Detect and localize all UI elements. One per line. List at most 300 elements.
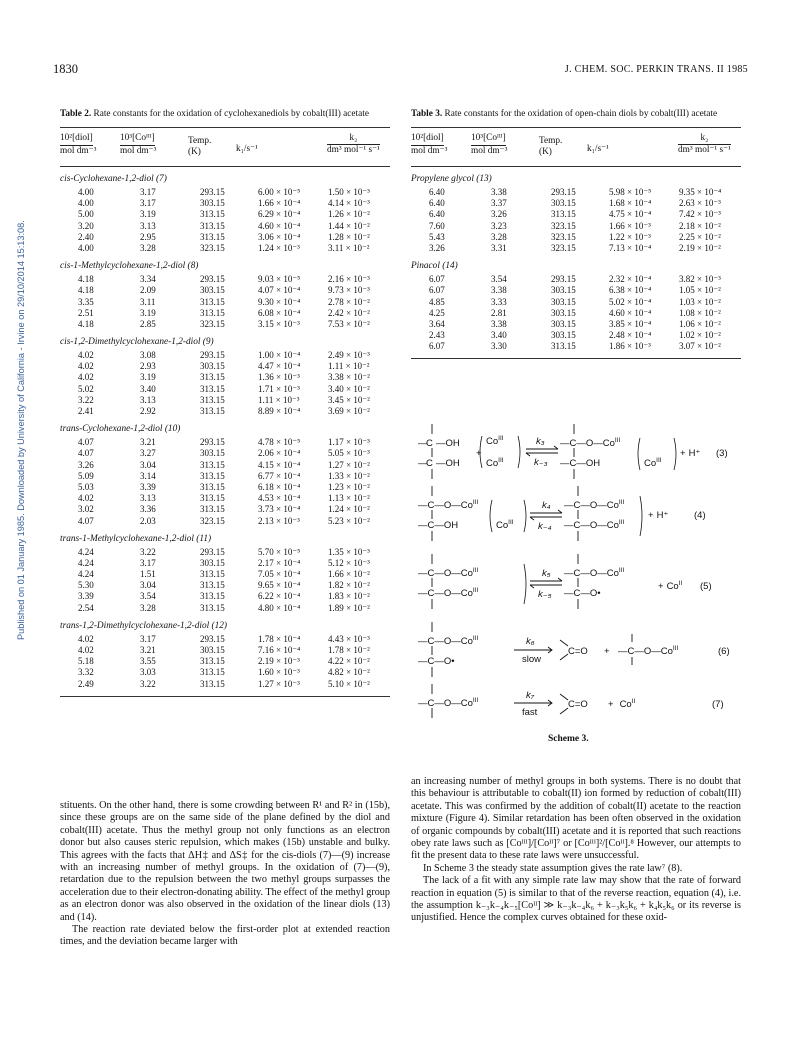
right-column-text [411,776,741,925]
table-cell: 3.85 × 10⁻⁴ [609,318,652,329]
download-stamp-text: Published on 01 January 1985. Downloaded by University of California - Irvine on 29/10/2014 15:13:08. [16,220,26,640]
table-cell: 303.15 [200,448,225,459]
t2-header-top-4: k₂ [327,133,380,145]
table-cell: 293.15 [200,350,225,361]
table-cell: 303.15 [551,198,576,209]
table-cell: 3.28 [491,231,507,242]
t3-header-col-2 [539,133,562,158]
table-cell: 3.82 × 10⁻³ [679,274,721,285]
table-cell: 2.06 × 10⁻⁴ [258,448,301,459]
table-cell: 1.51 [140,569,156,580]
table-cell: 4.82 × 10⁻² [328,667,370,678]
table-cell: 3.11 × 10⁻² [328,242,370,253]
table-row [411,330,741,341]
table-cell: 2.85 [140,318,156,329]
table-cell: 1.50 × 10⁻³ [328,187,370,197]
table-2 [60,109,390,697]
table-cell: 3.31 [491,242,507,253]
table-row [411,232,741,243]
table-cell: 4.53 × 10⁻⁴ [258,493,301,504]
table-cell: 3.19 [140,209,156,220]
eq3-oh-bot: —OH [436,458,460,469]
table-cell: 3.27 [140,448,156,459]
eq4-l-top: $—C—O—Co^{III}$ [418,499,479,511]
eq4-co-l: $Co^{III}$ [496,519,514,531]
table-cell: 1.68 × 10⁻⁴ [609,198,652,209]
table-cell: 3.26 [429,242,445,253]
table-row [60,516,390,527]
equation-7 [418,684,724,718]
t2-section-title: trans-Cyclohexane-1,2-diol (10) [60,424,181,435]
table-cell: 4.02 [78,645,94,655]
t3-header-bottom-1: mol dm⁻³ [471,146,508,156]
table-row [60,448,390,459]
table-cell: 2.19 × 10⁻³ [258,656,300,667]
table-cell: 1.71 × 10⁻³ [258,383,300,394]
table-cell: 9.30 × 10⁻⁴ [258,296,301,307]
table-cell: 1.17 × 10⁻³ [328,437,370,448]
table-cell: 3.38 [491,187,507,197]
table-3-bottom-rule [411,358,741,359]
table-cell: 303.15 [200,645,225,655]
table-cell: 3.14 [140,470,156,481]
table-cell: 1.89 × 10⁻² [328,602,370,613]
table-cell: 2.16 × 10⁻³ [328,274,370,285]
table-cell: 4.60 × 10⁻⁴ [609,307,652,318]
eq3-dash-l2: — [418,458,428,469]
table-cell: 3.32 [78,667,94,678]
table-cell: 4.18 [78,274,94,285]
table-cell: 3.21 [140,645,156,655]
table-cell: 2.09 [140,285,156,296]
table-row [60,667,390,678]
table-cell: 3.39 [78,591,94,602]
t2-header-top-2: Temp. [188,136,212,146]
table-cell: 3.04 [140,459,156,470]
eq3-oh-top: —OH [436,438,460,449]
equation-5 [418,554,712,609]
eq3-r-bot: —C—OH [560,458,601,469]
table-cell: 3.64 [429,318,445,329]
eq6-k-fwd: k₆ [526,636,535,647]
table-cell: 6.29 × 10⁻⁴ [258,209,301,220]
table-cell: 313.15 [200,569,225,580]
table-cell: 3.23 [491,220,507,231]
table-row [60,198,390,209]
table-row [60,471,390,482]
table-cell: 2.49 × 10⁻³ [328,350,370,361]
eq6-number: (6) [718,646,730,657]
table-cell: 313.15 [200,602,225,613]
table-cell: 2.40 [78,231,94,242]
table-cell: 4.22 × 10⁻² [328,656,370,667]
table-cell: 6.07 [429,341,445,352]
table-2-caption [60,109,390,120]
eq6-l-top: $—C—O—Co^{III}$ [418,635,479,647]
table-cell: 313.15 [200,394,225,405]
table-row [60,645,390,656]
eq6-plus: + [604,646,610,657]
table-cell: 2.95 [140,231,156,242]
eq4-r-bot: $—C—O—Co^{III}$ [564,519,625,531]
eq3-k-rev: k₋₃ [534,457,548,468]
table-cell: 3.55 [140,656,156,667]
table-cell: 4.15 × 10⁻⁴ [258,459,301,470]
right-paragraph-3: The lack of a fit with any simple rate law may show that the rate of forward reaction in equation (5) is similar to that of the reverse reaction, equation (4), i.e. the assumption k₋₃k₋₄k₋₅[Coᴵᴵ] ≫ k₋₃k₋₄k₆ + k₋₃k₅k₆ + k₄k₅k₆ or its reverse is unjustified. Hence the complex curves obtained for these oxid- [411,875,741,924]
eq5-r-top: $—C—O—Co^{III}$ [564,567,625,579]
t3-header-bottom-2: (K) [539,147,552,157]
table-cell: 3.08 [140,350,156,361]
table-row [60,232,390,243]
table-cell: 5.43 [429,231,445,242]
table-row [60,437,390,448]
table-cell: 5.23 × 10⁻² [328,515,370,526]
table-cell: 2.41 [78,406,94,416]
table-row [60,482,390,493]
table-cell: 2.17 × 10⁻⁴ [258,557,301,568]
table-row [60,361,390,372]
table-cell: 1.44 × 10⁻² [328,220,370,231]
table-2-bottom-rule [60,696,390,697]
table-cell: 3.21 [140,437,156,448]
table-cell: 1.24 × 10⁻² [328,504,370,515]
eq7-carbonyl: C=O [568,699,588,710]
table-cell: 7.05 × 10⁻⁴ [258,569,301,580]
table-cell: 3.17 [140,633,156,644]
table-cell: 4.24 [78,546,94,557]
table-cell: 4.07 [78,437,94,448]
table-row [411,221,741,232]
table-cell: 2.13 × 10⁻³ [258,515,300,526]
table-cell: 4.07 [78,515,94,526]
table-cell: 3.11 [140,296,156,307]
table-cell: 3.39 [140,481,156,492]
table-cell: 313.15 [200,470,225,481]
table-cell: 2.92 [140,406,156,416]
table-cell: 3.17 [140,557,156,568]
table-cell: 3.17 [140,198,156,209]
table-cell: 3.13 [140,493,156,504]
table-3-header [411,128,741,166]
eq6-product: $—C—O—Co^{III}$ [618,645,679,657]
eq5-l-bot: $—C—O—Co^{III}$ [418,587,479,599]
eq3-k-fwd: k₃ [536,436,545,447]
table-row [411,319,741,330]
table-cell: 1.36 × 10⁻³ [258,372,300,383]
t3-header-top-2: Temp. [539,136,563,146]
table-row [411,187,741,198]
table-cell: 1.02 × 10⁻² [679,330,721,341]
table-cell: 4.47 × 10⁻⁴ [258,361,301,372]
table-row [60,209,390,220]
table-cell: 1.66 × 10⁻⁴ [258,198,301,209]
table-cell: 3.15 × 10⁻³ [258,318,300,329]
t2-header-bottom-0: mol dm⁻³ [60,146,97,156]
t2-section-title: cis-1-Methylcyclohexane-1,2-diol (8) [60,261,199,272]
eq5-k-fwd: k₅ [542,568,551,579]
t3-header-col-3 [587,133,609,155]
left-column-text [60,800,390,949]
table-cell: 2.48 × 10⁻⁴ [609,330,652,341]
table-row [411,198,741,209]
table-cell: 3.22 [78,394,94,405]
table-cell: 3.06 × 10⁻⁴ [258,231,301,242]
left-paragraph-1: stituents. On the other hand, there is some crowding between R¹ and R² in (15b), since these groups are on the same side of the plane defined by the diol and cobalt(III) acetate. Thus the methyl group not only functions as an electron donor but also causes steric repulsion, which makes (15b) unstable and bulky. This agrees with the facts that ΔH‡ and ΔS‡ for the cis-diols (7)—(9) increase with an increasing number of methyl groups. In the oxidation of (7)—(9), retardation due to the repulsion between the two methyl groups surpasses the acceleration due to their electron-donating ability. The effect of the methyl group as an electron donor was also observed in the oxidation of the linear diols (13) and (14). [60,800,390,923]
table-cell: 6.40 [429,198,445,209]
table-cell: 5.70 × 10⁻⁵ [258,546,301,557]
t2-header-bottom-2: (K) [188,147,201,157]
table-cell: 3.13 [140,394,156,405]
t2-section-title: trans-1,2-Dimethylcyclohexane-1,2-diol (12) [60,620,228,631]
t2-section-title: trans-1-Methylcyclohexane-1,2-diol (11) [60,533,212,544]
table-cell: 6.38 × 10⁻⁴ [609,285,652,296]
table-cell: 313.15 [200,372,225,383]
eq3-dash-l1: — [418,438,428,449]
eq5-l-top: $—C—O—Co^{III}$ [418,567,479,579]
table-cell: 7.53 × 10⁻² [328,318,370,329]
table-cell: 1.05 × 10⁻² [679,285,721,296]
eq5-r-bot: —C—O• [564,588,601,599]
table-cell: 313.15 [200,481,225,492]
table-cell: 3.28 [140,602,156,613]
table-row [60,297,390,308]
table-cell: 6.40 [429,209,445,220]
t3-header-col-1 [471,133,507,157]
table-cell: 2.19 × 10⁻² [679,242,721,253]
table-cell: 3.34 [140,274,156,285]
table-cell: 303.15 [551,318,576,329]
table-cell: 2.93 [140,361,156,372]
t3-header-top-0: 10²[diol] [411,133,444,146]
table-row [411,243,741,254]
eq5-k-rev: k₋₅ [538,589,552,600]
table-row [60,558,390,569]
table-row [60,591,390,602]
eq6-cond: slow [522,654,542,665]
table-row [60,285,390,296]
table-cell: 1.78 × 10⁻² [328,645,370,655]
table-cell: 1.82 × 10⁻² [328,580,370,591]
left-paragraph-2: The reaction rate deviated below the first-order plot at extended reaction times, and the deviation became larger with [60,924,390,948]
table-cell: 8.89 × 10⁻⁴ [258,406,301,416]
table-cell: 2.63 × 10⁻³ [679,198,721,209]
table-cell: 9.65 × 10⁻⁴ [258,580,301,591]
table-cell: 4.24 [78,569,94,580]
table-cell: 3.73 × 10⁻⁴ [258,504,301,515]
t3-header-bottom-3: k₁/s⁻¹ [587,144,609,154]
table-cell: 5.05 × 10⁻³ [328,448,370,459]
eq7-l: $—C—O—Co^{III}$ [418,697,479,709]
table-3 [411,109,741,359]
t2-header-bottom-3: k₁/s⁻¹ [236,144,258,154]
table-cell: 4.02 [78,350,94,361]
table-cell: 3.54 [140,591,156,602]
table-cell: 6.77 × 10⁻⁴ [258,470,301,481]
table-2-caption-text: Rate constants for the oxidation of cyclohexanediols by cobalt(III) acetate [91,109,369,119]
table-cell: 3.33 [491,296,507,307]
download-stamp [5,180,26,640]
eq3-r-top: $—C—O—Co^{III}$ [560,437,621,449]
table-row [60,580,390,591]
table-cell: 3.40 [140,383,156,394]
table-cell: 4.85 [429,296,445,307]
eq6-l-bot: —C—O• [418,656,455,667]
table-cell: 6.18 × 10⁻⁴ [258,481,301,492]
table-cell: 1.11 × 10⁻³ [258,394,300,405]
table-cell: 3.69 × 10⁻² [328,406,370,416]
table-cell: 1.24 × 10⁻³ [258,242,300,253]
table-cell: 5.12 × 10⁻³ [328,557,370,568]
table-cell: 7.16 × 10⁻⁴ [258,645,301,655]
table-row [60,504,390,515]
table-cell: 313.15 [200,678,225,689]
table-cell: 323.15 [551,220,576,231]
t3-section-title: Propylene glycol (13) [411,174,492,184]
table-row [60,384,390,395]
table-cell: 293.15 [200,274,225,285]
t3-header-bottom-4: dm³ mol⁻¹ s⁻¹ [678,145,731,155]
table-3-caption-label: Table 3. [411,109,443,119]
table-cell: 1.78 × 10⁻⁴ [258,633,301,644]
table-cell: 323.15 [551,231,576,242]
table-cell: 1.03 × 10⁻² [679,296,721,307]
table-cell: 4.02 [78,361,94,372]
table-cell: 3.38 [491,285,507,296]
table-row [411,297,741,308]
table-cell: 4.02 [78,633,94,644]
table-cell: 3.07 × 10⁻² [679,341,721,352]
table-cell: 2.43 [429,330,445,341]
table-cell: 2.51 [78,307,94,318]
table-cell: 1.26 × 10⁻² [328,209,370,220]
table-cell: 1.00 × 10⁻⁴ [258,350,301,361]
table-row [411,209,741,220]
table-cell: 3.04 [140,580,156,591]
table-cell: 3.22 [140,546,156,557]
table-cell: 293.15 [551,187,576,197]
table-cell: 3.45 × 10⁻² [328,394,370,405]
table-cell: 2.42 × 10⁻² [328,307,370,318]
equation-6 [418,622,730,677]
table-2-header [60,128,390,166]
t2-header-bottom-1: mol dm⁻³ [120,146,157,156]
table-cell: 313.15 [551,341,576,352]
table-cell: 3.13 [140,220,156,231]
table-row [60,308,390,319]
table-cell: 2.49 [78,678,94,689]
table-cell: 293.15 [200,546,225,557]
eq7-number: (7) [712,699,724,710]
table-cell: 2.54 [78,602,94,613]
table-cell: 3.38 × 10⁻² [328,372,370,383]
table-row [60,656,390,667]
table-3-caption [411,109,741,120]
reaction-scheme [418,418,748,723]
table-cell: 2.81 [491,307,507,318]
table-2-caption-label: Table 2. [60,109,92,119]
table-row [60,274,390,285]
table-cell: 303.15 [551,296,576,307]
table-cell: 323.15 [200,318,225,329]
table-row [60,221,390,232]
table-cell: 4.18 [78,285,94,296]
table-cell: 9.73 × 10⁻³ [328,285,370,296]
table-row [60,350,390,361]
table-cell: 4.24 [78,557,94,568]
table-cell: 4.43 × 10⁻³ [328,633,370,644]
table-cell: 313.15 [200,209,225,220]
table-cell: 6.40 [429,187,445,197]
table-cell: 313.15 [200,231,225,242]
table-cell: 303.15 [200,557,225,568]
t2-header-col-1 [120,133,156,157]
table-cell: 1.27 × 10⁻³ [258,678,300,689]
table-cell: 3.37 [491,198,507,209]
table-cell: 1.60 × 10⁻³ [258,667,300,678]
table-cell: 6.07 [429,274,445,285]
table-cell: 4.75 × 10⁻⁴ [609,209,652,220]
table-cell: 4.18 [78,318,94,329]
table-cell: 4.00 [78,187,94,197]
eq5-number: (5) [700,581,712,592]
table-row [60,187,390,198]
t2-section-title: cis-Cyclohexane-1,2-diol (7) [60,174,167,184]
table-cell: 1.06 × 10⁻² [679,318,721,329]
table-cell: 1.86 × 10⁻³ [609,341,651,352]
eq7-plus-co2: + $Co^{II}$ [608,698,636,710]
table-cell: 4.07 × 10⁻⁴ [258,285,301,296]
page-number: 1830 [53,62,78,76]
table-cell: 313.15 [200,459,225,470]
t2-header-col-2 [188,133,211,158]
table-cell: 1.83 × 10⁻² [328,591,370,602]
eq3-co-b: $Co^{III}$ [486,457,504,469]
eq4-k-fwd: k₄ [542,500,551,511]
table-row [60,634,390,645]
table-cell: 6.08 × 10⁻⁴ [258,307,301,318]
t2-header-col-4 [327,133,380,156]
eq7-k-fwd: k₇ [526,690,535,701]
table-cell: 4.02 [78,372,94,383]
table-row [60,395,390,406]
table-cell: 5.30 [78,580,94,591]
equation-3 [418,424,728,479]
table-cell: 3.40 [491,330,507,341]
table-cell: 313.15 [200,406,225,416]
table-cell: 3.28 [140,242,156,253]
table-cell: 313.15 [200,667,225,678]
table-cell: 313.15 [200,656,225,667]
table-cell: 4.00 [78,198,94,209]
table-cell: 3.19 [140,307,156,318]
table-cell: 1.13 × 10⁻² [328,493,370,504]
table-cell: 303.15 [200,361,225,372]
table-row [411,285,741,296]
eq4-l-bot: —C—OH [418,520,459,531]
table-cell: 3.20 [78,220,94,231]
table-row [60,372,390,383]
table-cell: 7.60 [429,220,445,231]
table-cell: 4.14 × 10⁻³ [328,198,370,209]
table-cell: 313.15 [200,296,225,307]
table-cell: 2.25 × 10⁻² [679,231,721,242]
eq4-number: (4) [694,510,706,521]
t3-header-top-4: k₂ [678,133,731,145]
table-cell: 313.15 [200,220,225,231]
table-cell: 1.33 × 10⁻² [328,470,370,481]
table-row [60,603,390,614]
table-cell: 313.15 [551,209,576,220]
